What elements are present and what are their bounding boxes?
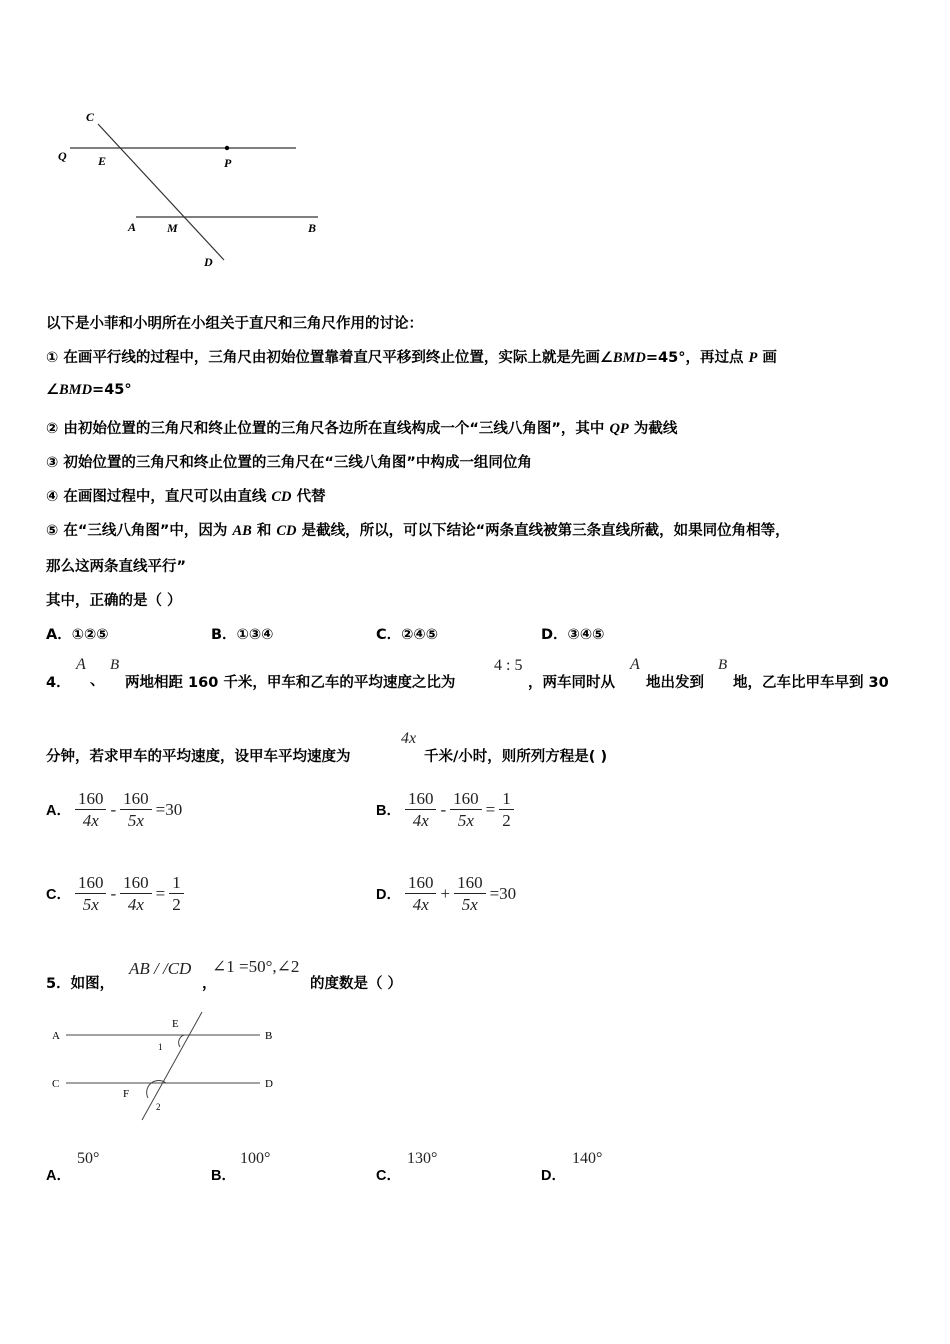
- q4-line-2a: 分钟，若求甲车的平均速度，设甲车平均速度为: [46, 749, 351, 765]
- q4-d-n1: 160: [405, 872, 437, 894]
- q3-s4-a: ④ 在画图过程中，直尺可以由直线: [46, 489, 272, 505]
- q3-statement-5-cont: 那么这两条直线平行”: [46, 559, 187, 575]
- fig2-label-e: E: [172, 1018, 179, 1030]
- q4-b-n2: 160: [450, 788, 482, 810]
- q5-option-a-label: A．: [46, 1168, 71, 1184]
- q3-option-a[interactable]: [46, 623, 109, 644]
- q3-s4-b: CD: [271, 489, 292, 505]
- q4-c-rhs: =: [155, 883, 166, 903]
- q4-ratio: 4 : 5: [494, 657, 523, 674]
- q3-s2-c: 为截线: [628, 421, 678, 437]
- q5-condition-2: ∠1 =50°,∠2: [212, 957, 300, 976]
- fig2-label-a: A: [52, 1030, 60, 1042]
- q4-b-n1: 160: [405, 788, 437, 810]
- q3-option-b-text: ①③④: [236, 627, 274, 643]
- q5-option-d-label: D．: [541, 1168, 566, 1184]
- q5-option-b-value[interactable]: 100°: [240, 1150, 271, 1167]
- label-c: C: [86, 110, 95, 124]
- figure-transversal: [44, 1008, 294, 1128]
- q3-option-c[interactable]: [376, 623, 438, 644]
- q3-option-b-label: B．: [211, 627, 237, 643]
- q4-c-d1: 5x: [82, 895, 99, 914]
- q3-s2-b: QP: [609, 421, 629, 437]
- q5-comma: ，: [202, 976, 217, 992]
- q4-c-d2: 4x: [127, 895, 144, 914]
- fig2-label-f: F: [123, 1088, 130, 1100]
- q4-d-d1: 4x: [412, 895, 429, 914]
- q5-condition-1: AB / /CD: [129, 959, 192, 978]
- q4-line-2b: 千米/小时，则所列方程是( ): [424, 749, 608, 765]
- q3-s1-e: 画: [757, 350, 777, 366]
- q4-sep: 、: [90, 673, 105, 689]
- label-a: A: [128, 220, 137, 234]
- fig2-label-1: 1: [158, 1042, 163, 1052]
- q5-number: 5．如图，: [46, 976, 115, 992]
- q4-option-a-label: A．: [46, 803, 71, 819]
- q5-option-c-value[interactable]: 130°: [407, 1150, 438, 1167]
- q4-c-n2: 160: [120, 872, 152, 894]
- point-p: [225, 146, 229, 150]
- label-p: P: [224, 156, 232, 170]
- q4-d-frac-2: [454, 872, 486, 915]
- q4-c-frac-1: [75, 872, 107, 915]
- q3-s1-a: ① 在画平行线的过程中，三角尺由初始位置靠着直尺平移到终止位置，实际上就是先画∠: [46, 350, 613, 366]
- q5-option-a-value[interactable]: 50°: [77, 1150, 100, 1167]
- q4-option-a[interactable]: [46, 788, 182, 831]
- q5-option-b-label: B．: [211, 1168, 236, 1184]
- q4-a-op: -: [110, 799, 117, 819]
- q4-option-c[interactable]: [46, 872, 184, 915]
- q3-option-b[interactable]: [211, 623, 273, 644]
- q3-s5-a: ⑤ 在“三线八角图”中，因为: [46, 523, 233, 539]
- q3-statement-1-cont: [46, 382, 132, 399]
- q4-b-d2: 5x: [457, 811, 474, 830]
- q3-s4-c: 代替: [291, 489, 326, 505]
- q3-s1-c: =45°，再过点: [645, 350, 749, 366]
- label-b: B: [308, 221, 317, 235]
- q3-s5-b: AB: [232, 523, 252, 539]
- q4-a-frac-1: [75, 788, 107, 831]
- fig2-label-c: C: [52, 1078, 60, 1090]
- q5-text: 的度数是（ ）: [310, 976, 403, 992]
- line-cd: [98, 124, 224, 260]
- q4-text-3: 地出发到: [646, 675, 704, 691]
- q4-d-d2: 5x: [461, 895, 478, 914]
- q4-option-b[interactable]: [376, 788, 514, 831]
- q3-s1-f: ∠: [46, 382, 59, 398]
- q3-s1-b: BMD: [612, 350, 646, 366]
- q4-a-frac-2: [120, 788, 152, 831]
- fig2-label-b: B: [265, 1030, 273, 1042]
- q4-variable: 4x: [401, 730, 417, 747]
- q3-option-a-text: ①②⑤: [71, 627, 109, 643]
- q4-b-rhs: =: [485, 799, 496, 819]
- fig2-label-d: D: [265, 1078, 273, 1090]
- q3-s5-c: 和: [251, 523, 277, 539]
- label-e: E: [98, 154, 107, 168]
- q4-c-op: -: [110, 883, 117, 903]
- q3-option-d-label: D．: [541, 627, 568, 643]
- q4-text-1: 两地相距 160 千米，甲车和乙车的平均速度之比为: [125, 675, 456, 691]
- q4-b-rhs-frac: [499, 788, 514, 831]
- figure-parallel-construction: [40, 100, 340, 280]
- q3-option-c-label: C．: [376, 627, 402, 643]
- q3-statement-4: [46, 485, 326, 506]
- q4-text-2: ，两车同时从: [528, 675, 615, 691]
- q4-point-a: A: [76, 656, 86, 673]
- q4-point-b: B: [110, 657, 120, 673]
- q4-a-n2: 160: [120, 788, 152, 810]
- q3-statement-5: [46, 519, 790, 540]
- q4-option-d[interactable]: [376, 872, 516, 915]
- q3-s5-e: 是截线，所以，可以下结论“两条直线被第三条直线所截，如果同位角相等，: [296, 523, 790, 539]
- label-q: Q: [58, 149, 67, 163]
- q4-b-d1: 4x: [412, 811, 429, 830]
- q4-c-rhs-frac: [169, 872, 184, 915]
- q4-b-frac-2: [450, 788, 482, 831]
- q4-d-n2: 160: [454, 872, 486, 894]
- q4-option-c-label: C．: [46, 887, 71, 903]
- q4-b-op: -: [440, 799, 447, 819]
- q4-a-d1: 4x: [82, 811, 99, 830]
- q4-text-4: 地，乙车比甲车早到 30: [733, 675, 889, 691]
- q3-statement-3: ③ 初始位置的三角尺和终止位置的三角尺在“三线八角图”中构成一组同位角: [46, 455, 532, 471]
- q3-option-a-label: A．: [46, 627, 72, 643]
- q4-option-d-label: D．: [376, 887, 401, 903]
- q3-s1-g: BMD: [59, 382, 93, 398]
- q4-b-rn: 1: [499, 788, 514, 810]
- label-d: D: [204, 255, 213, 269]
- q4-a-rhs: =30: [155, 799, 183, 819]
- q3-s1-d: P: [748, 350, 758, 366]
- q3-statement-1: [46, 346, 777, 367]
- q4-b-rd: 2: [502, 811, 511, 830]
- q4-option-b-label: B．: [376, 803, 401, 819]
- q4-d-op: +: [440, 883, 451, 903]
- q4-c-n1: 160: [75, 872, 107, 894]
- q4-point-a2: A: [630, 656, 640, 673]
- q3-option-d-text: ③④⑤: [567, 627, 605, 643]
- q3-s1-h: =45°: [92, 382, 132, 398]
- q4-a-n1: 160: [75, 788, 107, 810]
- q4-a-d2: 5x: [127, 811, 144, 830]
- q5-option-d-value[interactable]: 140°: [572, 1150, 603, 1167]
- q4-point-b2: B: [718, 657, 728, 673]
- q4-c-rn: 1: [169, 872, 184, 894]
- q3-intro: 以下是小菲和小明所在小组关于直尺和三角尺作用的讨论：: [46, 316, 423, 332]
- q3-option-d[interactable]: [541, 623, 604, 644]
- q4-d-frac-1: [405, 872, 437, 915]
- q3-statement-2: [46, 417, 677, 438]
- q3-question: 其中，正确的是（ ）: [46, 593, 182, 609]
- q4-d-rhs: =30: [489, 883, 517, 903]
- q3-s5-d: CD: [276, 523, 297, 539]
- q4-b-frac-1: [405, 788, 437, 831]
- fig2-label-2: 2: [156, 1102, 161, 1112]
- q4-c-frac-2: [120, 872, 152, 915]
- q4-number: 4．: [46, 675, 71, 691]
- q5-option-c-label: C．: [376, 1168, 401, 1184]
- q4-c-rd: 2: [172, 895, 181, 914]
- q3-option-c-text: ②④⑤: [401, 627, 438, 643]
- label-m: M: [167, 221, 178, 235]
- q3-s2-a: ② 由初始位置的三角尺和终止位置的三角尺各边所在直线构成一个“三线八角图”，其中: [46, 421, 610, 437]
